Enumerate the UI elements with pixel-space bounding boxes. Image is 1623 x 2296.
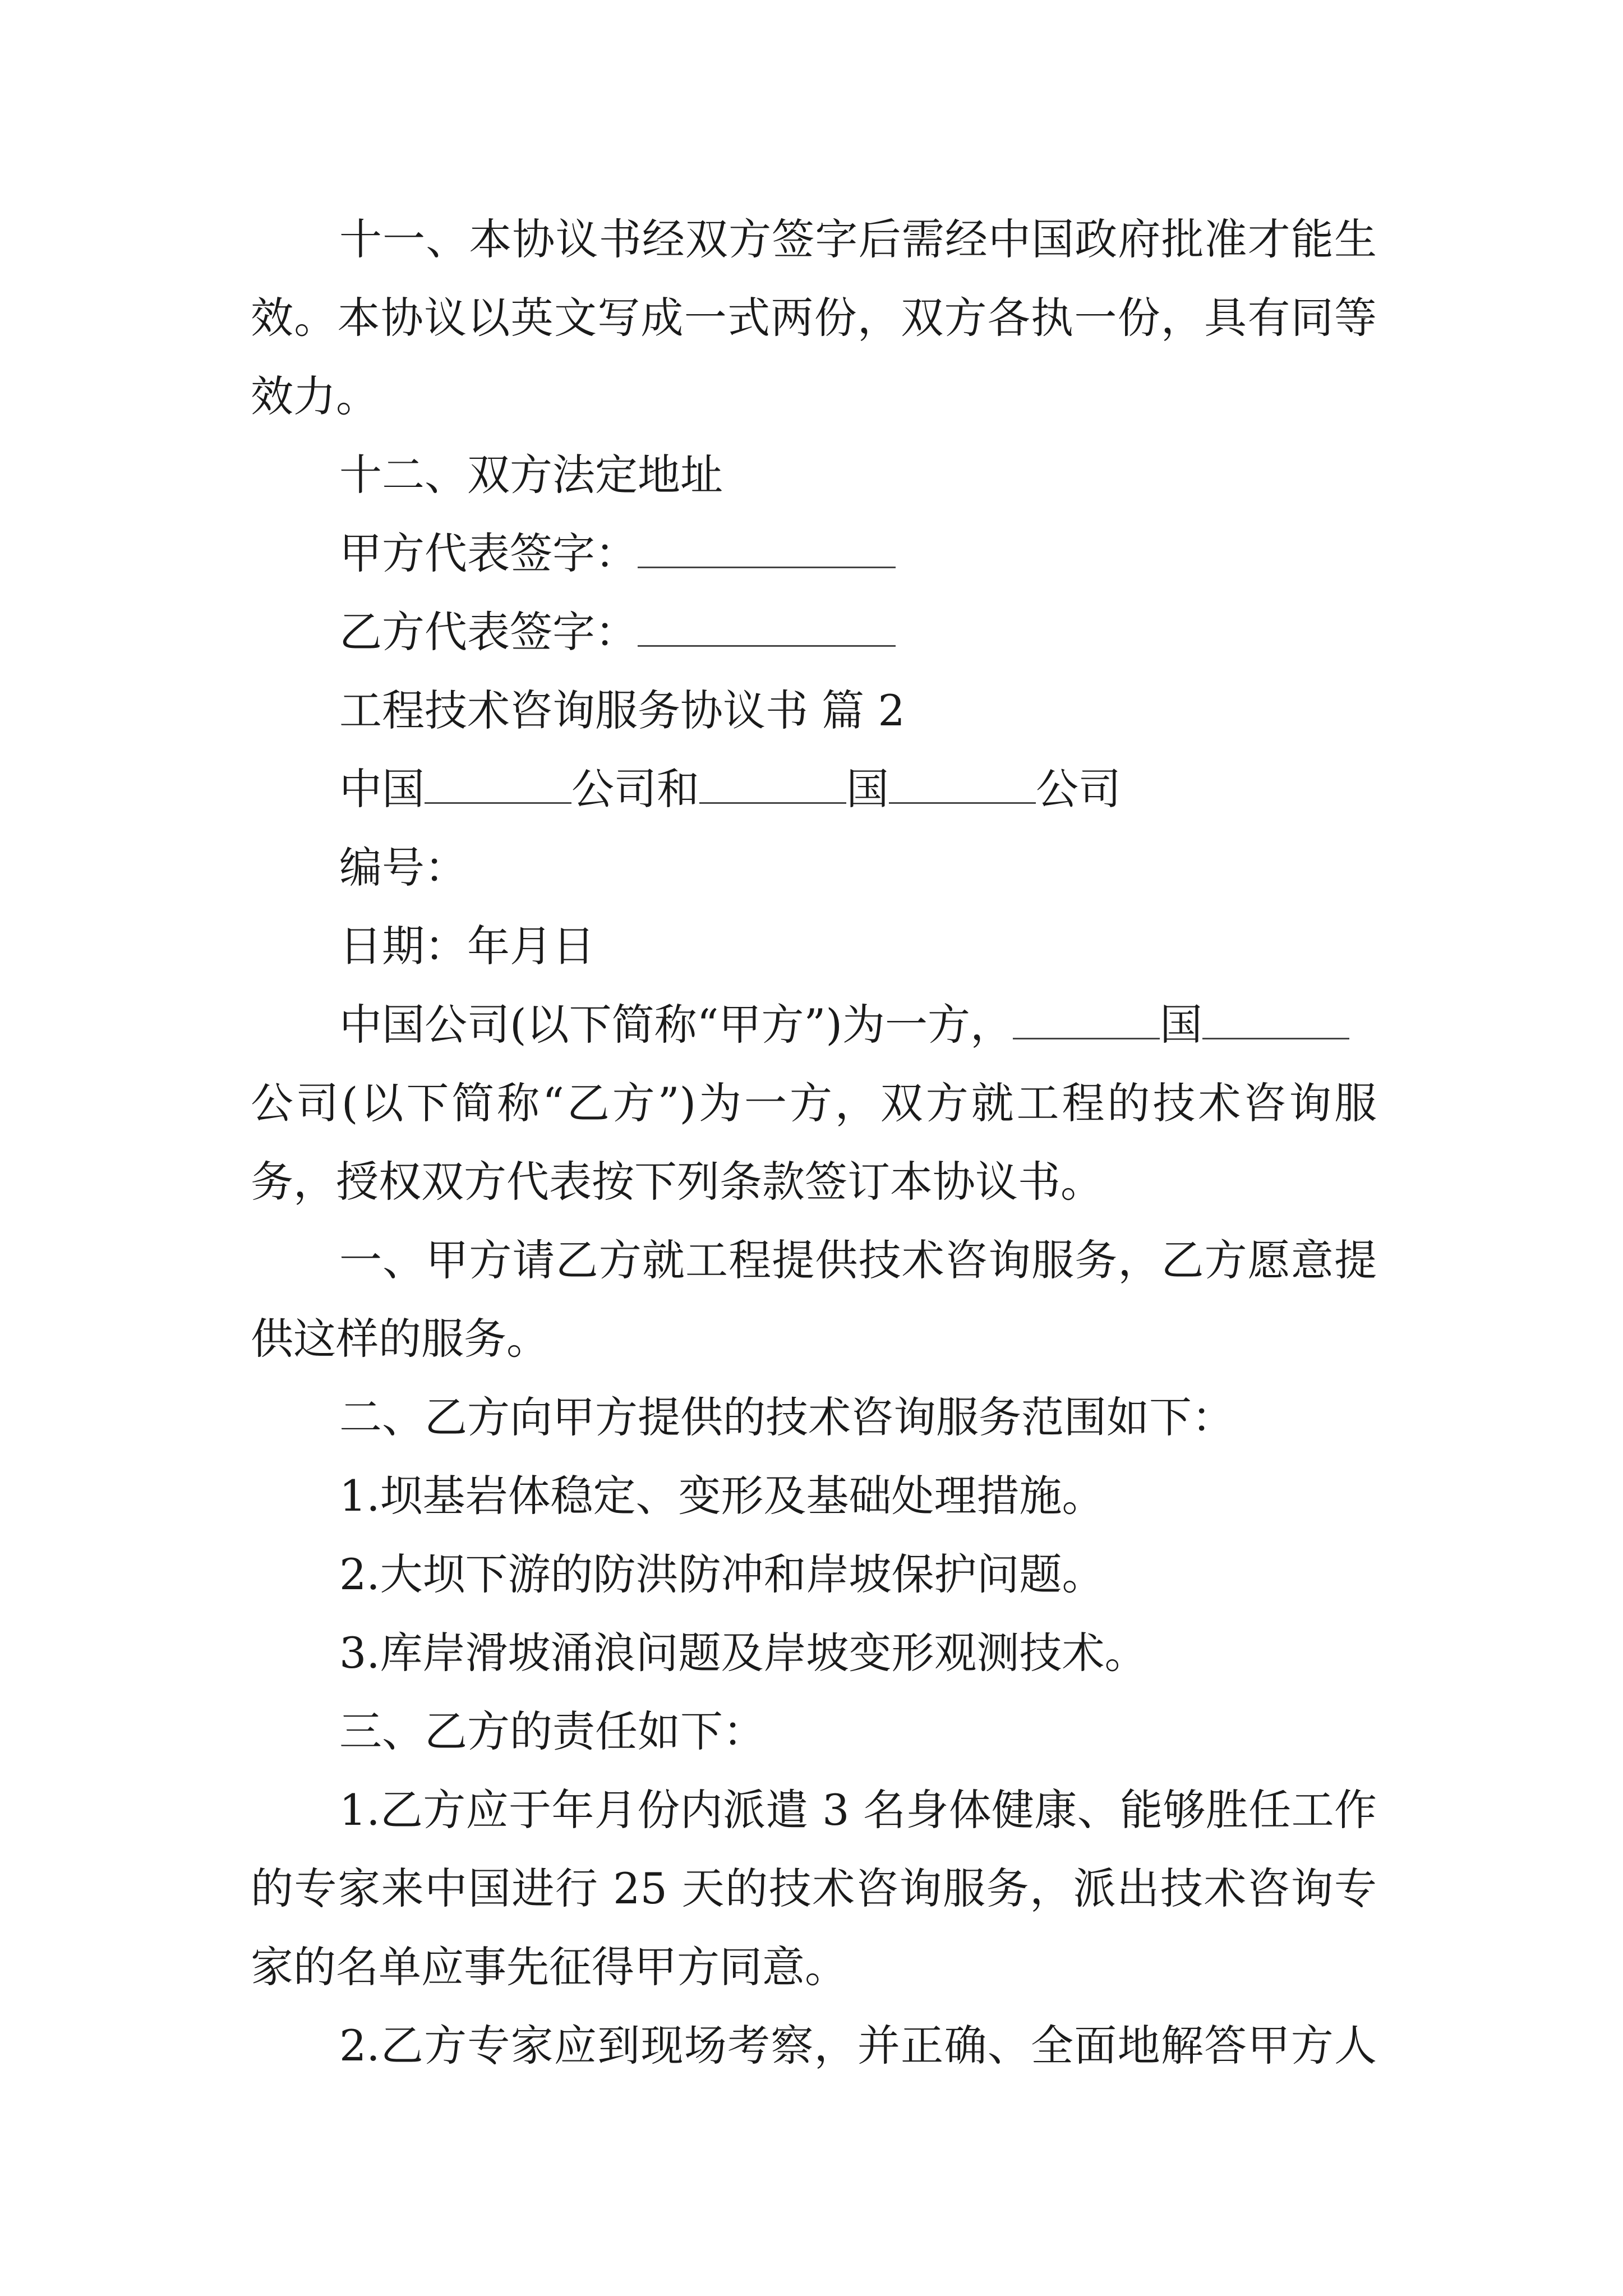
responsibility-1-line-2: 的专家来中国进行 25 天的技术咨询服务，派出技术咨询专 <box>251 1864 1377 1913</box>
responsibility-2-line-1: 2.乙方专家应到现场考察，并正确、全面地解答甲方人 <box>339 2021 1377 2070</box>
country-label: 国 <box>846 764 889 814</box>
number-label: 编号： <box>339 843 467 892</box>
intro-line-2: 公司(以下简称“乙方”)为一方，双方就工程的技术咨询服 <box>251 1078 1377 1128</box>
article-2-heading: 二、乙方向甲方提供的技术咨询服务范围如下： <box>339 1392 1234 1442</box>
parties-line <box>339 761 1121 817</box>
company-and-label: 公司和 <box>571 764 699 814</box>
party-b-signature-blank[interactable] <box>638 622 896 647</box>
foreign-country-blank[interactable] <box>699 779 846 804</box>
intro-company-blank[interactable] <box>1202 1014 1349 1039</box>
clause-11-line-3: 效力。 <box>251 371 379 421</box>
party-a-signature-blank[interactable] <box>638 543 896 568</box>
party-a-signature-label: 甲方代表签字： <box>339 528 638 578</box>
foreign-company-blank[interactable] <box>889 779 1036 804</box>
responsibility-1-line-1: 1.乙方应于年月份内派遣 3 名身体健康、能够胜任工作 <box>339 1785 1377 1835</box>
company-label: 公司 <box>1036 764 1121 814</box>
article-1-line-1: 一、甲方请乙方就工程提供技术咨询服务，乙方愿意提 <box>339 1235 1377 1285</box>
intro-line-3: 务，授权双方代表按下列条款签订本协议书。 <box>251 1157 1103 1207</box>
clause-12-heading: 十二、双方法定地址 <box>339 450 723 500</box>
scope-item-2: 2.大坝下游的防洪防冲和岸坡保护问题。 <box>339 1549 1105 1599</box>
party-b-signature-label: 乙方代表签字： <box>339 607 638 657</box>
party-b-signature-line <box>339 604 896 660</box>
scope-item-1: 1.坝基岩体稳定、变形及基础处理措施。 <box>339 1471 1105 1521</box>
party-a-signature-line <box>339 526 896 582</box>
article-3-heading: 三、乙方的责任如下： <box>339 1706 766 1756</box>
intro-country-label: 国 <box>1160 1000 1203 1050</box>
scope-item-3: 3.库岸滑坡涌浪问题及岸坡变形观测技术。 <box>339 1628 1147 1678</box>
article-1-line-2: 供这样的服务。 <box>251 1314 549 1364</box>
date-line: 日期：年月日 <box>339 921 595 971</box>
responsibility-1-line-3: 家的名单应事先征得甲方同意。 <box>251 1942 847 1992</box>
china-label: 中国 <box>339 764 425 814</box>
intro-line-1-text: 中国公司(以下简称“甲方”)为一方， <box>339 1000 1013 1050</box>
section-title: 工程技术咨询服务协议书 篇 2 <box>339 685 905 735</box>
intro-country-blank[interactable] <box>1013 1014 1160 1039</box>
clause-11-line-2: 效。本协议以英文写成一式两份，双方各执一份，具有同等 <box>251 293 1377 343</box>
china-company-blank[interactable] <box>425 779 571 804</box>
clause-11-line-1: 十一、本协议书经双方签字后需经中国政府批准才能生 <box>339 214 1377 264</box>
intro-line-1 <box>339 997 1349 1053</box>
